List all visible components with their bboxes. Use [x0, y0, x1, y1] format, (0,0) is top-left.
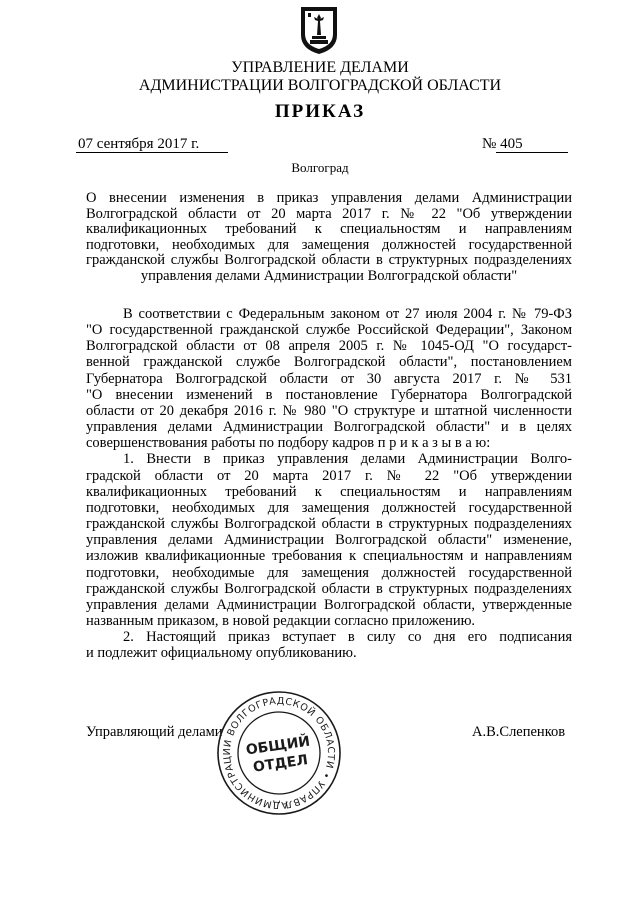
body-line: и подлежит официальному опубликованию.	[86, 645, 357, 662]
body-line: "О государственной гражданской службе Российской Федерации", Законом	[86, 322, 572, 339]
document-city: Волгоград	[291, 160, 349, 175]
organization-name-line1: УПРАВЛЕНИЕ ДЕЛАМИ	[231, 59, 409, 76]
document-subject	[86, 191, 572, 285]
body-line: градской области от 20 марта 2017 г. № 22 "Об утверждении	[86, 467, 572, 484]
stamp-ring-text: АДМИНИСТРАЦИИ ВОЛГОГРАДСКОЙ ОБЛАСТИ • УПРАВЛЕНИЕ	[221, 695, 337, 811]
body-line: 1. Внести в приказ управления делами Администрации Волго-	[123, 451, 572, 468]
body-line: "О внесении изменений в постановление Губернатора Волгоградской	[86, 386, 572, 403]
body-line: управления делами Администрации Волгоградской области" и в целях	[86, 419, 572, 436]
stamp-center-line1: ОБЩИЙ	[244, 733, 312, 759]
subject-line: гражданской службы Волгоградской области в структурных подразделениях	[86, 252, 572, 269]
body-line: Волгоградской области от 08 апреля 2005 г. № 1045-ОД "О государст-	[86, 338, 572, 355]
body-line: управления делами Администрации Волгоградской области" изменение,	[86, 532, 572, 549]
document-type-title: ПРИКАЗ	[274, 101, 366, 122]
document-body	[86, 306, 572, 661]
subject-line: квалификационных требований к специальностям и направлениям	[86, 221, 572, 238]
body-line: совершенствования работы по подбору кадров п р и к а з ы в а ю:	[86, 435, 491, 452]
signatory-name: А.В.Слепенков	[472, 724, 566, 740]
body-line: 2. Настоящий приказ вступает в силу со дня его подписания	[123, 629, 572, 646]
organization-name-line2: АДМИНИСТРАЦИИ ВОЛГОГРАДСКОЙ ОБЛАСТИ	[138, 77, 502, 94]
body-line: подготовки, необходимых для замещения должностей государственной	[86, 499, 572, 516]
body-line: изложив квалификационные требования к специальностям и направлениям	[86, 548, 572, 565]
number-value: 405	[500, 136, 523, 152]
coat-of-arms-icon	[298, 5, 340, 55]
body-line: венной гражданской службе Волгоградской области", постановлением	[86, 354, 572, 371]
body-line: В соответствии с Федеральным законом от 27 июля 2004 г. № 79-ФЗ	[123, 306, 572, 322]
number-label: №	[482, 136, 497, 152]
body-line: названным приказом, в новой редакции согласно приложению.	[86, 612, 476, 629]
document-date: 07 сентября 2017 г.	[78, 136, 200, 152]
body-line: гражданской службы Волгоградской области в структурных подразделениях	[86, 516, 572, 533]
body-line: Губернатора Волгоградской области от 30 августа 2017 г. № 531	[86, 370, 572, 387]
subject-line: подготовки, необходимых для замещения должностей государственной	[86, 236, 572, 253]
body-line: области от 20 декабря 2016 г. № 980 "О структуре и штатной численности	[86, 402, 572, 419]
subject-line: Волгоградской области от 20 марта 2017 г. № 22 "Об утверждении	[86, 205, 572, 222]
signatory-position: Управляющий делами	[86, 724, 223, 740]
body-line: гражданской службы Волгоградской области в структурных подразделениях	[86, 580, 572, 597]
subject-line: управления делами Администрации Волгоградской области"	[140, 267, 518, 284]
stamp-center-line2: ОТДЕЛ	[252, 752, 309, 776]
body-line: управления делами Администрации Волгоградской области, утвержденные	[86, 596, 572, 613]
body-line: подготовки, необходимые для замещения должностей государственной	[86, 564, 572, 581]
date-underline	[76, 152, 228, 153]
body-line: квалификационных требований к специальностям и направлениям	[86, 483, 572, 500]
subject-line: О внесении изменения в приказ управления делами Администрации	[86, 190, 572, 206]
number-underline	[496, 152, 568, 153]
document-number	[482, 136, 523, 153]
official-stamp	[214, 688, 344, 818]
